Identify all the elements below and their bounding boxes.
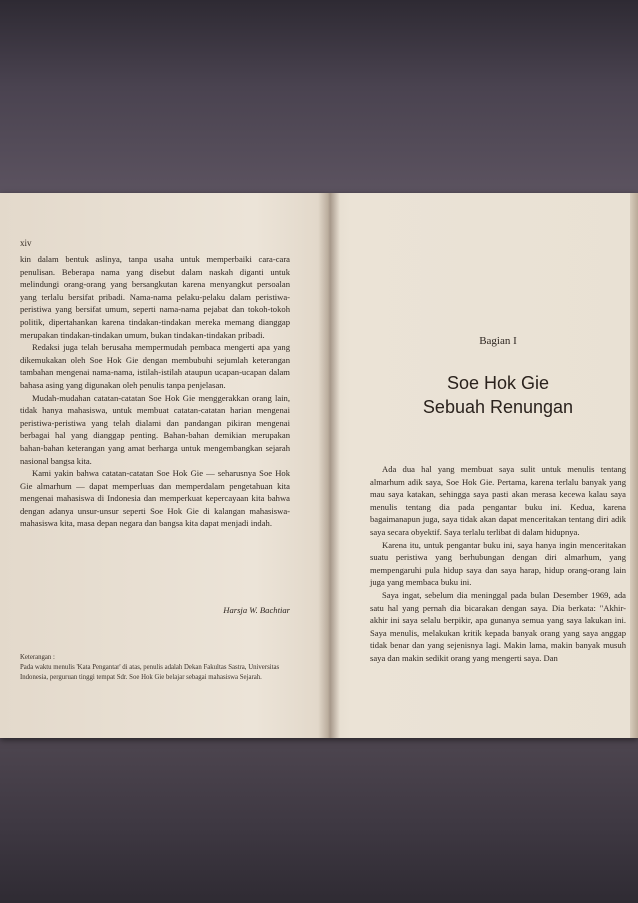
left-paragraph-4: Kami yakin bahwa catatan-catatan Soe Hok Gie — seharusnya Soe Hok Gie almarhum — dapat memperluas dan memperdalam pengetahuan kita mengenai mahasiswa di Indonesia dan memperkuat kepercayaan kita bahwa dengan adanya unsur-unsur seperti Soe Hok Gie di kalangan mahasiswa-mahasiswa kita, masa depan negara dan bangsa kita dapat menjadi indah. — [20, 468, 290, 529]
book-spread — [0, 193, 638, 738]
left-paragraph-1: kin dalam bentuk aslinya, tanpa usaha untuk memperbaiki cara-cara penulisan. Beberapa nama yang disebut dalam naskah diganti untuk melindungi orang-orang yang bersangkutan karena menyangkut persoalan yang terlalu bersifat pribadi. Nama-nama pelaku-pelaku dalam peristiwa-peristiwa yang bersifat umum, seperti nama-nama pejabat dan tokoh-tokoh politik, dipertahankan karena tindakan-tindakan mereka memang dianggap merupakan tindakan-tindakan umum, bukan tindakan-tindakan pribadi. — [20, 254, 290, 340]
chapter-label: Bagian I — [479, 335, 517, 347]
left-page — [20, 193, 290, 738]
chapter-title-line1: Soe Hok Gie — [446, 373, 550, 393]
footnote-label: Keterangan : — [20, 654, 55, 661]
background-top — [0, 0, 638, 195]
signature: Harsja W. Bachtiar — [223, 605, 290, 615]
right-paragraph-3: Saya ingat, sebelum dia meninggal pada bulan Desember 1969, ada satu hal yang pernah dia bicarakan dengan saya. Dia berkata: "Akhir-akhir ini saya selalu berpikir, apa gunanya semua yang saya lakukan ini. Saya menulis, melakukan kritik kepada banyak orang yang saya anggap tidak benar dan yang sejenisnya lagi. Makin lama, makin banyak musuh saya dan makin sedikit orang yang mengerti saya. Dan — [370, 589, 626, 663]
book-gutter — [318, 193, 340, 738]
footnote-text: Pada waktu menulis 'Kata Pengantar' di atas, penulis adalah Dekan Fakultas Sastra, Universitas Indonesia, perguruan tinggi tempat Sdr. Soe Hok Gie belajar sebagai mahasiswa Sejarah. — [20, 664, 280, 681]
left-page-body — [20, 253, 290, 530]
right-page — [370, 193, 626, 738]
background-bottom — [0, 735, 638, 903]
page-number: xiv — [20, 238, 32, 248]
chapter-title-line2: Sebuah Renungan — [422, 397, 574, 417]
right-page-body — [370, 463, 626, 665]
left-paragraph-3: Mudah-mudahan catatan-catatan Soe Hok Gie menggerakkan orang lain, tidak hanya mahasiswa, untuk membuat catatan-catatan harian mengenai peristiwa-peristiwa yang telah dialami dan pandangan pikiran mengenai berbagai hal yang dianggap penting. Bahan-bahan demikian merupakan bahan-bahan keterangan yang amat berharga untuk mengembangkan sejarah nasional bangsa kita. — [20, 392, 290, 466]
page-edge — [630, 193, 638, 738]
footnote — [20, 653, 290, 683]
right-paragraph-2: Karena itu, untuk pengantar buku ini, saya hanya ingin menceritakan suatu peristiwa yang berhubungan dengan diri almarhum, yang mempengaruhi pula hidup saya dan saya harap, hidup orang-orang lain juga yang membaca buku ini. — [370, 539, 626, 588]
left-paragraph-2: Redaksi juga telah berusaha mempermudah pembaca mengerti apa yang dikemukakan oleh Soe Hok Gie dengan membubuhi sejumlah keterangan tambahan mengenai nama-nama, istilah-istilah ataupun ucapan-ucapan dalam bahasa asing yang digunakan oleh penulis tanpa penjelasan. — [20, 342, 290, 390]
right-paragraph-1: Ada dua hal yang membuat saya sulit untuk menulis tentang almarhum adik saya, Soe Hok Gie. Pertama, karena terlalu banyak yang mau saya katakan, sehingga saya pasti akan merasa kecewa kalau saya menulis tentang dia pada pengantar buku ini. Kedua, karena bagaimanapun juga, saya tidak akan dapat menceritakan tentang diri adik saya secara obyektif. Saya terlalu terlibat di dalam hidupnya. — [370, 464, 626, 537]
